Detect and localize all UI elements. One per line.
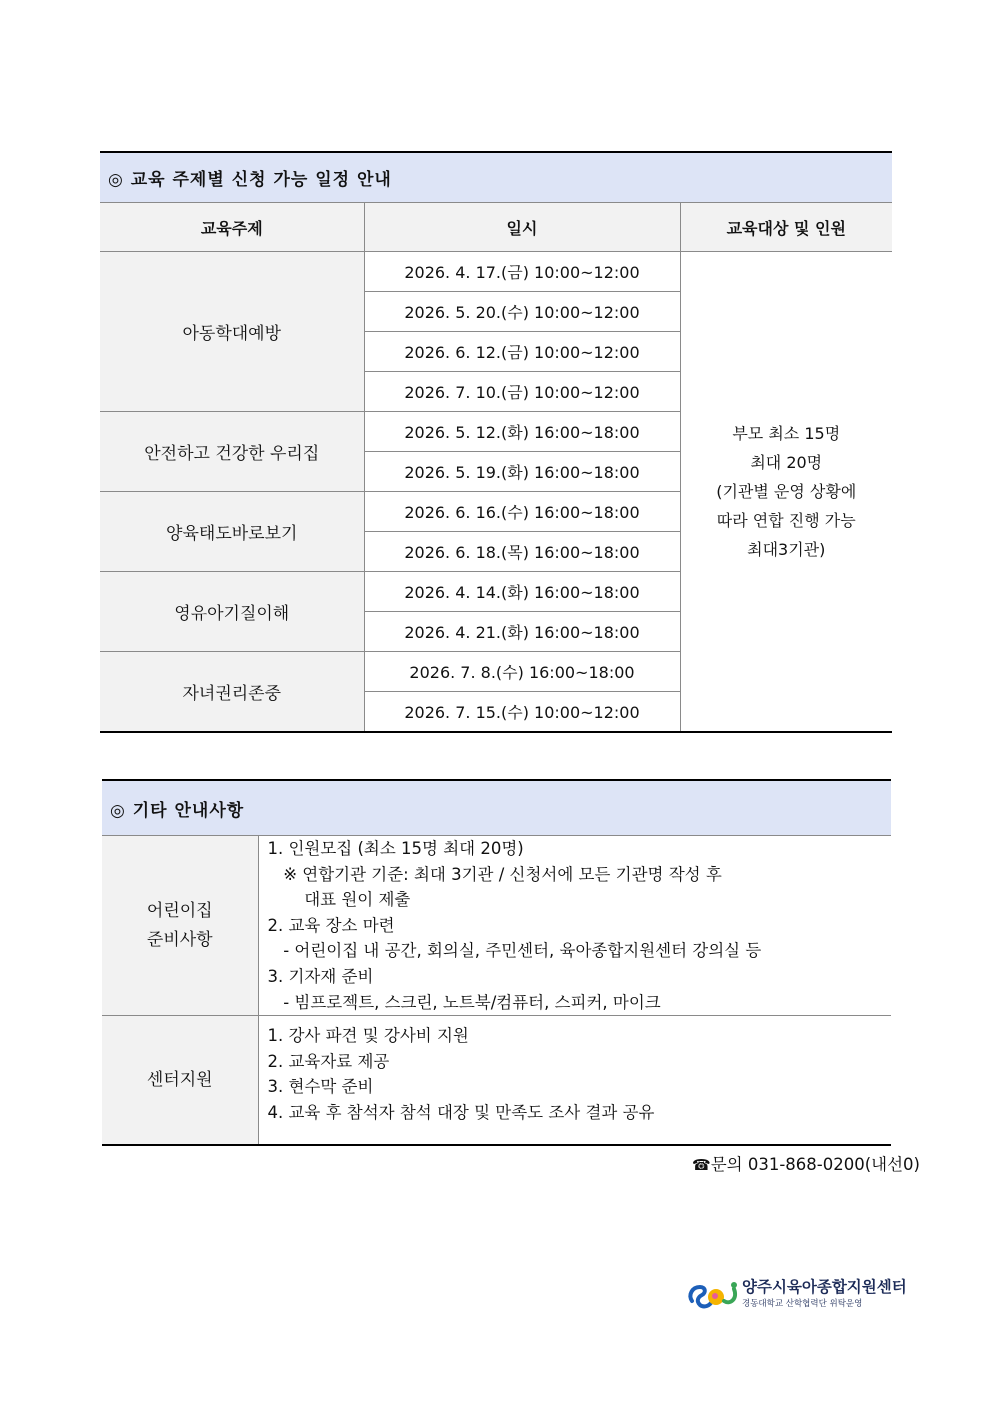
prep-line: 3. 기자재 준비 bbox=[267, 966, 374, 986]
target-line: 최대 20명 bbox=[750, 453, 823, 472]
date-cell: 2026. 6. 18.(목) 16:00~18:00 bbox=[364, 532, 680, 572]
notes-title: ◎ 기타 안내사항 bbox=[102, 780, 891, 836]
target-cell bbox=[680, 252, 892, 733]
topic-cell: 안전하고 건강한 우리집 bbox=[100, 412, 364, 492]
prep-line: - 빔프로젝트, 스크린, 노트북/컴퓨터, 스피커, 마이크 bbox=[267, 992, 661, 1012]
topic-cell: 양육태도바로보기 bbox=[100, 492, 364, 572]
date-cell: 2026. 7. 8.(수) 16:00~18:00 bbox=[364, 652, 680, 692]
prep-body bbox=[258, 836, 891, 1016]
date-cell: 2026. 7. 10.(금) 10:00~12:00 bbox=[364, 372, 680, 412]
date-cell: 2026. 7. 15.(수) 10:00~12:00 bbox=[364, 692, 680, 733]
date-cell: 2026. 6. 12.(금) 10:00~12:00 bbox=[364, 332, 680, 372]
topic-cell: 자녀권리존중 bbox=[100, 652, 364, 733]
schedule-title: ◎ 교육 주제별 신청 가능 일정 안내 bbox=[100, 152, 892, 203]
logo-mark-icon bbox=[686, 1275, 742, 1311]
header-topic: 교육주제 bbox=[100, 203, 364, 252]
prep-label-line: 어린이집 bbox=[146, 900, 213, 921]
logo-operator: 경동대학교 산학협력단 위탁운영 bbox=[742, 1299, 863, 1309]
support-label: 센터지원 bbox=[102, 1016, 258, 1146]
header-datetime: 일시 bbox=[364, 203, 680, 252]
contact-text: 문의 031-868-0200(내선0) bbox=[710, 1155, 920, 1174]
prep-line: 1. 인원모집 (최소 15명 최대 20명) bbox=[267, 839, 524, 858]
prep-label bbox=[102, 836, 258, 1016]
prep-line: ※ 연합기관 기준: 최대 3기관 / 신청서에 모든 기관명 작성 후 bbox=[267, 864, 722, 884]
support-body bbox=[258, 1016, 891, 1146]
phone-icon: ☎ bbox=[692, 1156, 711, 1174]
notes-table bbox=[102, 779, 891, 1146]
prep-line: 대표 원이 제출 bbox=[267, 890, 411, 910]
date-cell: 2026. 4. 17.(금) 10:00~12:00 bbox=[364, 252, 680, 292]
logo-org-name: 양주시육아종합지원센터 bbox=[742, 1278, 907, 1296]
date-cell: 2026. 4. 21.(화) 16:00~18:00 bbox=[364, 612, 680, 652]
date-cell: 2026. 5. 19.(화) 16:00~18:00 bbox=[364, 452, 680, 492]
prep-line: - 어린이집 내 공간, 회의실, 주민센터, 육아종합지원센터 강의실 등 bbox=[267, 941, 762, 961]
support-line: 4. 교육 후 참석자 참석 대장 및 만족도 조사 결과 공유 bbox=[267, 1102, 655, 1122]
date-cell: 2026. 4. 14.(화) 16:00~18:00 bbox=[364, 572, 680, 612]
support-line: 3. 현수막 준비 bbox=[267, 1077, 374, 1097]
target-line: 최대3기관) bbox=[747, 540, 826, 559]
target-line: 부모 최소 15명 bbox=[732, 424, 841, 443]
target-line: (기관별 운영 상황에 bbox=[716, 482, 857, 501]
header-target: 교육대상 및 인원 bbox=[680, 203, 892, 252]
date-cell: 2026. 5. 20.(수) 10:00~12:00 bbox=[364, 292, 680, 332]
date-cell: 2026. 5. 12.(화) 16:00~18:00 bbox=[364, 412, 680, 452]
topic-cell: 영유아기질이해 bbox=[100, 572, 364, 652]
support-line: 1. 강사 파견 및 강사비 지원 bbox=[267, 1026, 469, 1046]
target-line: 따라 연합 진행 가능 bbox=[716, 511, 856, 530]
topic-cell: 아동학대예방 bbox=[100, 252, 364, 412]
date-cell: 2026. 6. 16.(수) 16:00~18:00 bbox=[364, 492, 680, 532]
org-logo bbox=[686, 1275, 922, 1315]
prep-label-line: 준비사항 bbox=[146, 929, 213, 950]
schedule-table bbox=[100, 151, 892, 733]
prep-line: 2. 교육 장소 마련 bbox=[267, 915, 395, 935]
support-line: 2. 교육자료 제공 bbox=[267, 1051, 390, 1071]
contact-info bbox=[692, 1151, 920, 1175]
